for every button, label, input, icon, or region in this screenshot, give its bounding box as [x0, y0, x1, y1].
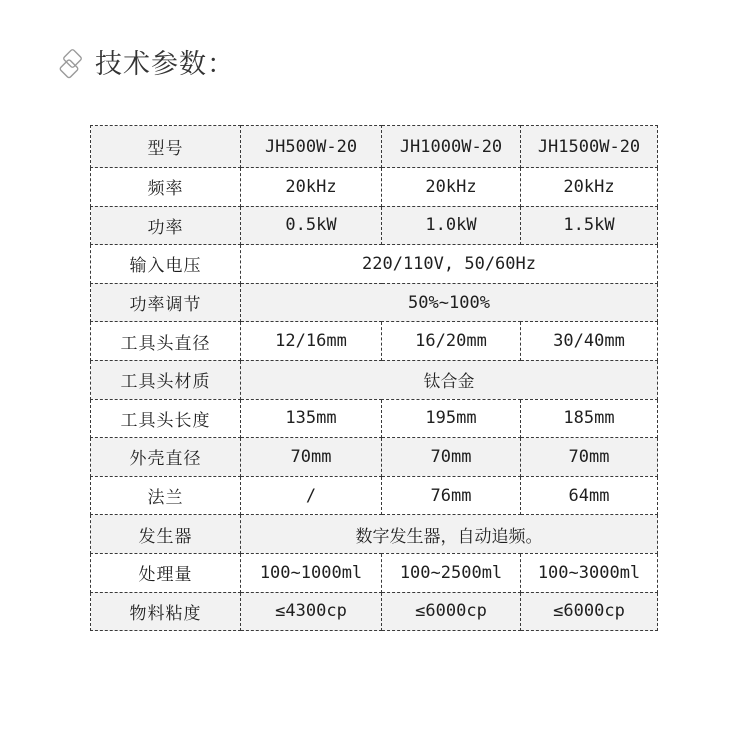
row-value-cell: 195mm [382, 399, 521, 438]
table-row [91, 592, 658, 631]
row-label-cell: 外壳直径 [91, 438, 241, 477]
row-label-cell: 功率调节 [91, 283, 241, 322]
row-label-cell: 输入电压 [91, 245, 241, 284]
row-value-cell: 20kHz [382, 168, 521, 207]
row-value-cell: ≤6000cp [521, 592, 658, 631]
table-row [91, 553, 658, 592]
table-row [91, 322, 658, 361]
row-value-cell: 100~1000ml [241, 553, 382, 592]
row-span-value-cell: 钛合金 [241, 360, 658, 399]
row-span-value-cell: 数字发生器，自动追频。 [241, 515, 658, 554]
row-value-cell: / [241, 476, 382, 515]
row-value-cell: 1.5kW [521, 206, 658, 245]
table-row [91, 360, 658, 399]
row-value-cell: 70mm [241, 438, 382, 477]
row-value-cell: 1.0kW [382, 206, 521, 245]
row-value-cell: 12/16mm [241, 322, 382, 361]
row-value-cell: 100~2500ml [382, 553, 521, 592]
row-label-cell: 处理量 [91, 553, 241, 592]
row-value-cell: 70mm [521, 438, 658, 477]
row-value-cell: 76mm [382, 476, 521, 515]
row-label-cell: 工具头直径 [91, 322, 241, 361]
table-row [91, 245, 658, 284]
row-label-cell: 物料粘度 [91, 592, 241, 631]
spec-table [90, 125, 658, 631]
row-span-value-cell: 220/110V, 50/60Hz [241, 245, 658, 284]
row-value-cell: ≤4300cp [241, 592, 382, 631]
row-value-cell: JH1000W-20 [382, 126, 521, 168]
table-row [91, 476, 658, 515]
row-value-cell: 70mm [382, 438, 521, 477]
row-value-cell: 64mm [521, 476, 658, 515]
table-row [91, 126, 658, 168]
table-row [91, 438, 658, 477]
table-row [91, 515, 658, 554]
row-value-cell: 20kHz [521, 168, 658, 207]
row-value-cell: 100~3000ml [521, 553, 658, 592]
row-label-cell: 法兰 [91, 476, 241, 515]
row-value-cell: 30/40mm [521, 322, 658, 361]
row-label-cell: 功率 [91, 206, 241, 245]
page-title: 技术参数： [95, 49, 235, 80]
row-value-cell: 20kHz [241, 168, 382, 207]
overlapping-diamonds-icon [56, 48, 86, 81]
row-label-cell: 型号 [91, 126, 241, 168]
section-title-row [56, 48, 235, 81]
table-row [91, 206, 658, 245]
row-label-cell: 发生器 [91, 515, 241, 554]
row-span-value-cell: 50%~100% [241, 283, 658, 322]
row-value-cell: 0.5kW [241, 206, 382, 245]
row-value-cell: JH1500W-20 [521, 126, 658, 168]
row-label-cell: 工具头长度 [91, 399, 241, 438]
row-value-cell: ≤6000cp [382, 592, 521, 631]
row-value-cell: 185mm [521, 399, 658, 438]
row-value-cell: 135mm [241, 399, 382, 438]
table-row [91, 283, 658, 322]
row-label-cell: 工具头材质 [91, 360, 241, 399]
table-row [91, 168, 658, 207]
row-label-cell: 频率 [91, 168, 241, 207]
table-row [91, 399, 658, 438]
row-value-cell: 16/20mm [382, 322, 521, 361]
row-value-cell: JH500W-20 [241, 126, 382, 168]
spec-table-body [91, 126, 658, 631]
